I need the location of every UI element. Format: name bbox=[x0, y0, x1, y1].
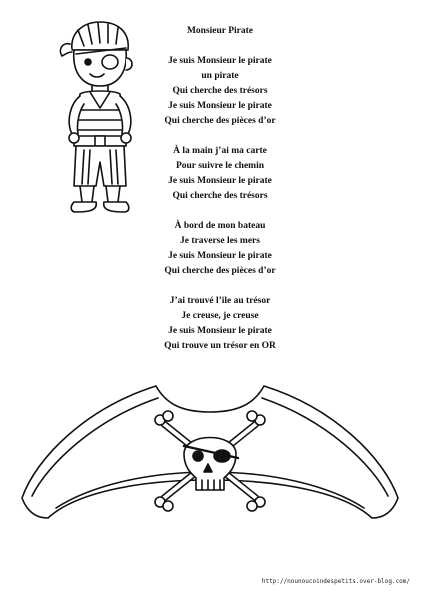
poem bbox=[120, 24, 320, 369]
poem-line: Je traverse les mers bbox=[180, 236, 260, 246]
poem-line: Qui cherche des pièces d’or bbox=[164, 116, 276, 126]
poem-title: Monsieur Pirate bbox=[186, 26, 254, 36]
poem-line: À la main j’ai ma carte bbox=[173, 146, 267, 156]
stanza-4 bbox=[120, 294, 320, 354]
poem-line: Je suis Monsieur le pirate bbox=[168, 326, 272, 336]
poem-line: Je suis Monsieur le pirate bbox=[168, 251, 272, 261]
poem-line: À bord de mon bateau bbox=[174, 221, 266, 231]
poem-line: Qui cherche des trésors bbox=[172, 191, 268, 201]
stanza-3 bbox=[120, 219, 320, 279]
poem-line: Qui cherche des pièces d’or bbox=[164, 266, 276, 276]
poem-line: Je suis Monsieur le pirate bbox=[168, 101, 272, 111]
poem-line: Pour suivre le chemin bbox=[175, 161, 265, 171]
source-url: http://nounoucoindespetits.over-blog.com/ bbox=[261, 578, 410, 585]
poem-line: Qui trouve un trésor en OR bbox=[164, 341, 276, 351]
stanza-2 bbox=[120, 144, 320, 204]
poem-line: J’ai trouvé l’ile au trésor bbox=[169, 296, 271, 306]
stanza-1 bbox=[120, 54, 320, 129]
poem-line: Je suis Monsieur le pirate bbox=[168, 56, 272, 66]
poem-line: un pirate bbox=[201, 71, 239, 81]
pirate-hat-skull-icon bbox=[16, 368, 404, 534]
poem-line: Je suis Monsieur le pirate bbox=[168, 176, 272, 186]
poem-line: Je creuse, je creuse bbox=[181, 311, 259, 321]
poem-line: Qui cherche des trésors bbox=[172, 86, 268, 96]
